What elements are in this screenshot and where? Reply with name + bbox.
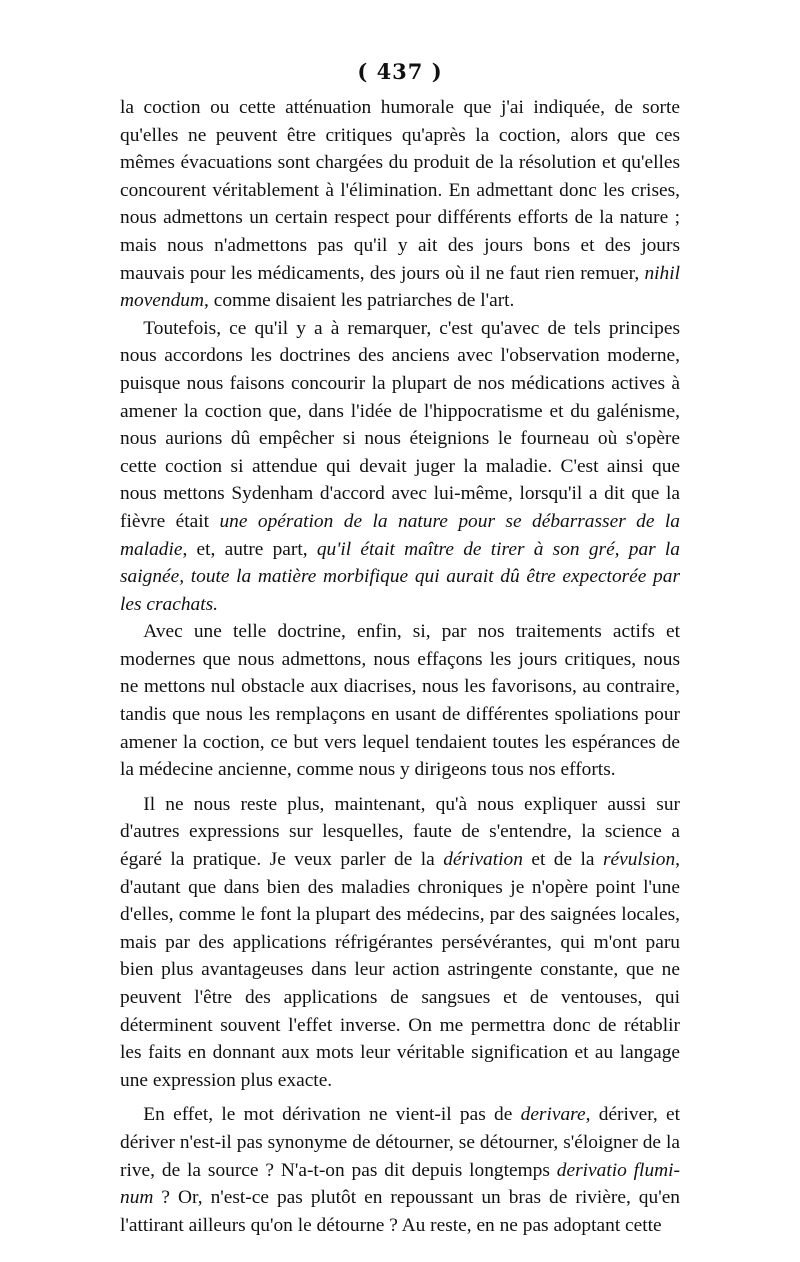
book-page <box>120 56 680 1239</box>
text-run: En effet, le mot dérivation ne vient-il pas de <box>143 1104 521 1126</box>
page-number: ( 437 ) <box>357 59 443 84</box>
paragraph-1 <box>120 94 680 315</box>
italic-run: derivatio flumi-num <box>120 1159 680 1209</box>
text-run: , comme disaient les patriarches de l'art. <box>204 290 515 312</box>
text-run: Il ne nous reste plus, maintenant, qu'à nous expliquer aussi sur d'autres expressions sur lesquelles, faute de s'entendre, la science a égaré la pratique. Je veux parler de la <box>120 793 680 871</box>
text-run: ? Or, n'est-ce pas plutôt en repoussant un bras de rivière, qu'en l'attirant ailleurs qu'on le détourne ? Au reste, en ne pas adoptant cette <box>120 1187 680 1236</box>
text-run: , d'autant que dans bien des maladies chroniques je n'opère point l'une d'elles, comme le font la plupart des médecins, par des saignées locales, mais par des applications réfrigérantes persévérantes, qui m'ont paru bien plus avantageuses dans leur action astringente constante, que ne peuvent l'être des applications de sangsues et de ventouses, qui déterminent souvent l'effet inverse. On me permettra donc de rétablir les faits en donnant aux mots leur véritable signification et au langage une expression plus exacte. <box>120 849 680 1091</box>
paragraph-2 <box>120 315 680 619</box>
italic-run: nihil movendum <box>120 262 680 312</box>
text-run: Avec une telle doctrine, enfin, si, par nos traitements actifs et modernes que nous admettons, nous effaçons les jours critiques, nous ne mettons nul obstacle aux diacrises, nous les favorisons, au contraire, tandis que nous les remplaçons en usant de différentes spoliations pour amener la coction, ce but vers lequel tendaient toutes les espérances de la médecine ancienne, comme nous y dirigeons tous nos efforts. <box>120 621 680 781</box>
text-run: , et, autre part, <box>182 538 317 560</box>
paragraph-4 <box>120 791 680 1095</box>
paragraph-3 <box>120 618 680 784</box>
italic-run: une opération de la nature pour se débarrasser de la maladie <box>120 510 681 560</box>
text-run: Toutefois, ce qu'il y a à remarquer, c'est qu'avec de tels principes nous accordons les doctrines des anciens avec l'observation moderne, puisque nous faisons concourir la plupart de nos médications actives à amener la coction que, dans l'idée de l'hippocratisme et du galénisme, nous aurions dû empêcher si nous éteignions le fourneau où s'opère cette coction si attendue qui devait juger la maladie. C'est ainsi que nous mettons Sydenham d'accord avec lui-même, lorsqu'il a dit que la fièvre était <box>120 317 680 532</box>
italic-run: qu'il était maître de tirer à son gré, par la saignée, toute la matière morbifique qui aurait dû être expectorée par les crachats. <box>120 538 680 615</box>
text-run: et de la <box>522 849 603 871</box>
text-run: , dériver, et dériver n'est-il pas synonyme de détourner, se détourner, s'éloigner de la rive, de la source ? N'a-t-on pas dit depuis longtemps <box>120 1104 680 1181</box>
text-run: la coction ou cette atténuation humorale que j'ai indiquée, de sorte qu'elles ne peuvent être critiques qu'après la coction, alors que ces mêmes évacuations sont chargées du produit de la résolution et qu'elles concourent véritablement à l'élimination. En admettant donc les crises, nous admettons un certain respect pour différents efforts de la nature ; mais nous n'admettons pas qu'il y ait des jours bons et des jours mauvais pour les médicaments, des jours où il ne faut rien remuer, <box>120 97 680 284</box>
italic-run: révulsion <box>602 849 676 871</box>
italic-run: derivare <box>520 1104 586 1126</box>
italic-run: dérivation <box>443 849 523 871</box>
paragraph-5 <box>120 1101 680 1239</box>
